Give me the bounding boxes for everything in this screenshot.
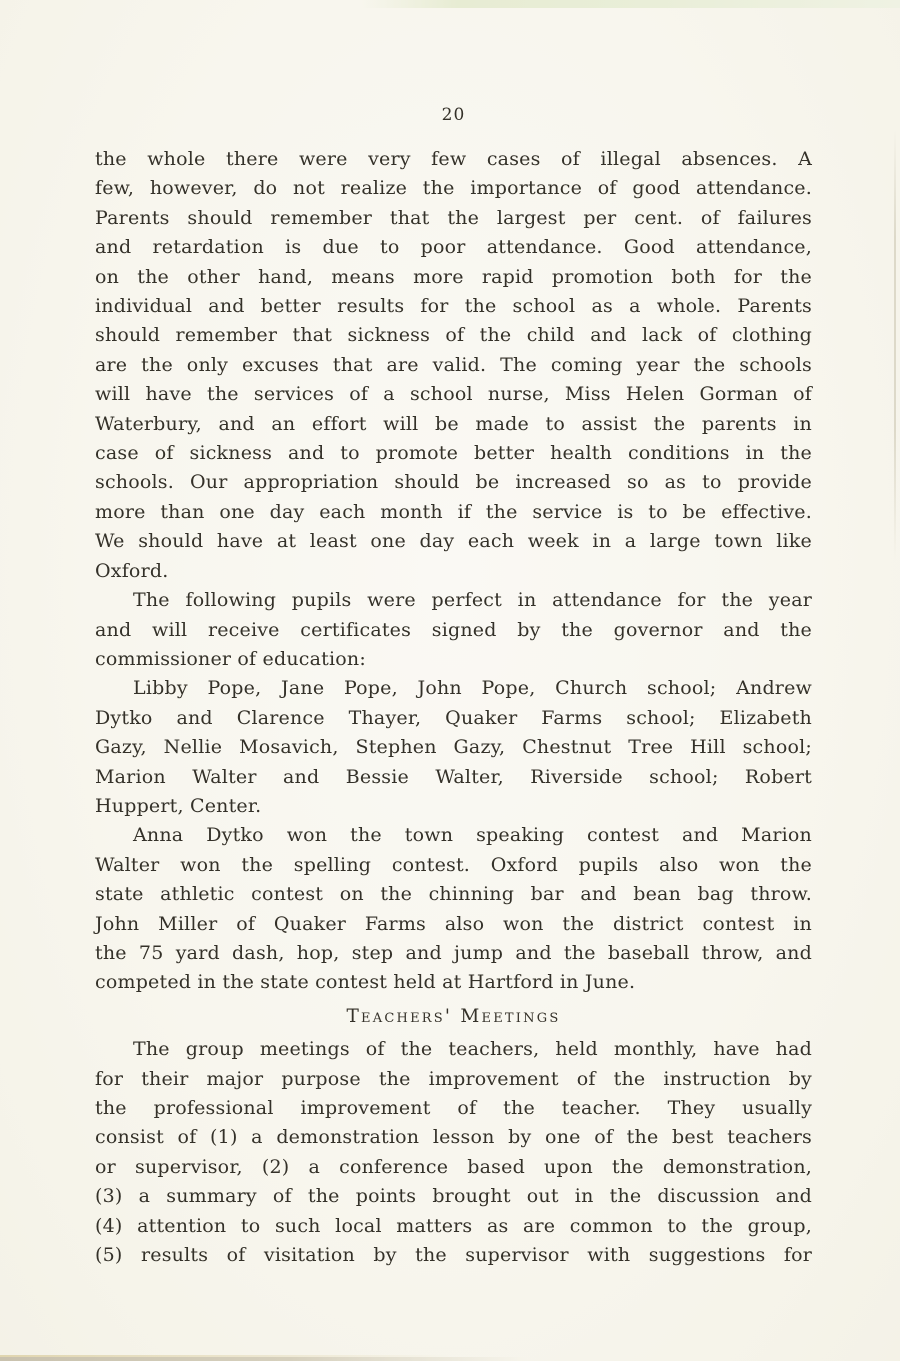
text-line: We should have at least one day each week in a large town like	[95, 530, 812, 553]
text-line: Waterbury, and an effort will be made to assist the parents in	[95, 412, 812, 435]
scan-artifact-page-edge	[894, 130, 896, 560]
section-heading: Teachers' Meetings	[346, 1005, 561, 1027]
text-line: Gazy, Nellie Mosavich, Stephen Gazy, Chestnut Tree Hill school;	[95, 736, 812, 759]
page-body	[95, 145, 812, 1270]
text-line: individual and better results for the school as a whole. Parents	[95, 295, 812, 318]
text-line: on the other hand, means more rapid promotion both for the	[95, 265, 812, 288]
text-line: (4) attention to such local matters as are common to the group,	[95, 1214, 812, 1237]
text-line: Dytko and Clarence Thayer, Quaker Farms school; Elizabeth	[95, 706, 812, 729]
paragraph	[95, 1035, 812, 1270]
text-line: and retardation is due to poor attendance. Good attendance,	[95, 236, 812, 259]
text-line: few, however, do not realize the importance of good attendance.	[95, 177, 812, 200]
text-line: Huppert, Center.	[95, 794, 262, 817]
text-line: schools. Our appropriation should be increased so as to provide	[95, 471, 812, 494]
text-line: Libby Pope, Jane Pope, John Pope, Church school; Andrew	[133, 677, 812, 700]
text-line: and will receive certificates signed by the governor and the	[95, 618, 812, 641]
text-line: The group meetings of the teachers, held monthly, have had	[133, 1038, 812, 1061]
text-line: will have the services of a school nurse, Miss Helen Gorman of	[95, 383, 812, 406]
page-content	[95, 103, 812, 1270]
text-line: Anna Dytko won the town speaking contest and Marion	[133, 824, 812, 847]
text-line: are the only excuses that are valid. The coming year the schools	[95, 353, 812, 376]
text-line: competed in the state contest held at Hartford in June.	[95, 971, 636, 994]
text-line: Parents should remember that the largest per cent. of failures	[95, 206, 812, 229]
paragraph	[95, 586, 812, 674]
text-line: more than one day each month if the service is to be effective.	[95, 500, 812, 523]
paragraph	[95, 145, 812, 586]
text-line: John Miller of Quaker Farms also won the district contest in	[95, 912, 812, 935]
text-line: state athletic contest on the chinning bar and bean bag throw.	[95, 883, 812, 906]
text-line: Marion Walter and Bessie Walter, Riverside school; Robert	[95, 765, 812, 788]
text-line: case of sickness and to promote better health conditions in the	[95, 442, 812, 465]
text-line: for their major purpose the improvement of the instruction by	[95, 1067, 812, 1090]
scan-artifact-bottom-edge	[0, 1357, 525, 1361]
text-line: (5) results of visitation by the supervisor with suggestions for	[95, 1244, 812, 1267]
text-line: consist of (1) a demonstration lesson by one of the best teachers	[95, 1126, 812, 1149]
page-number: 20	[441, 105, 466, 125]
text-line: The following pupils were perfect in attendance for the year	[133, 589, 812, 612]
text-line: Walter won the spelling contest. Oxford pupils also won the	[95, 853, 812, 876]
scan-artifact-top-strip	[360, 0, 900, 8]
paragraph	[95, 674, 812, 821]
text-line: should remember that sickness of the child and lack of clothing	[95, 324, 812, 347]
scan-artifact-bottom-tint	[0, 1355, 450, 1357]
text-line: commissioner of education:	[95, 647, 366, 670]
text-line: the 75 yard dash, hop, step and jump and the baseball throw, and	[95, 941, 812, 964]
text-line: Oxford.	[95, 559, 169, 582]
text-line: (3) a summary of the points brought out in the discussion and	[95, 1185, 812, 1208]
text-line: the whole there were very few cases of illegal absences. A	[95, 148, 812, 170]
text-line: the professional improvement of the teacher. They usually	[95, 1097, 812, 1119]
paragraph	[95, 821, 812, 997]
text-line: or supervisor, (2) a conference based upon the demonstration,	[95, 1155, 812, 1178]
